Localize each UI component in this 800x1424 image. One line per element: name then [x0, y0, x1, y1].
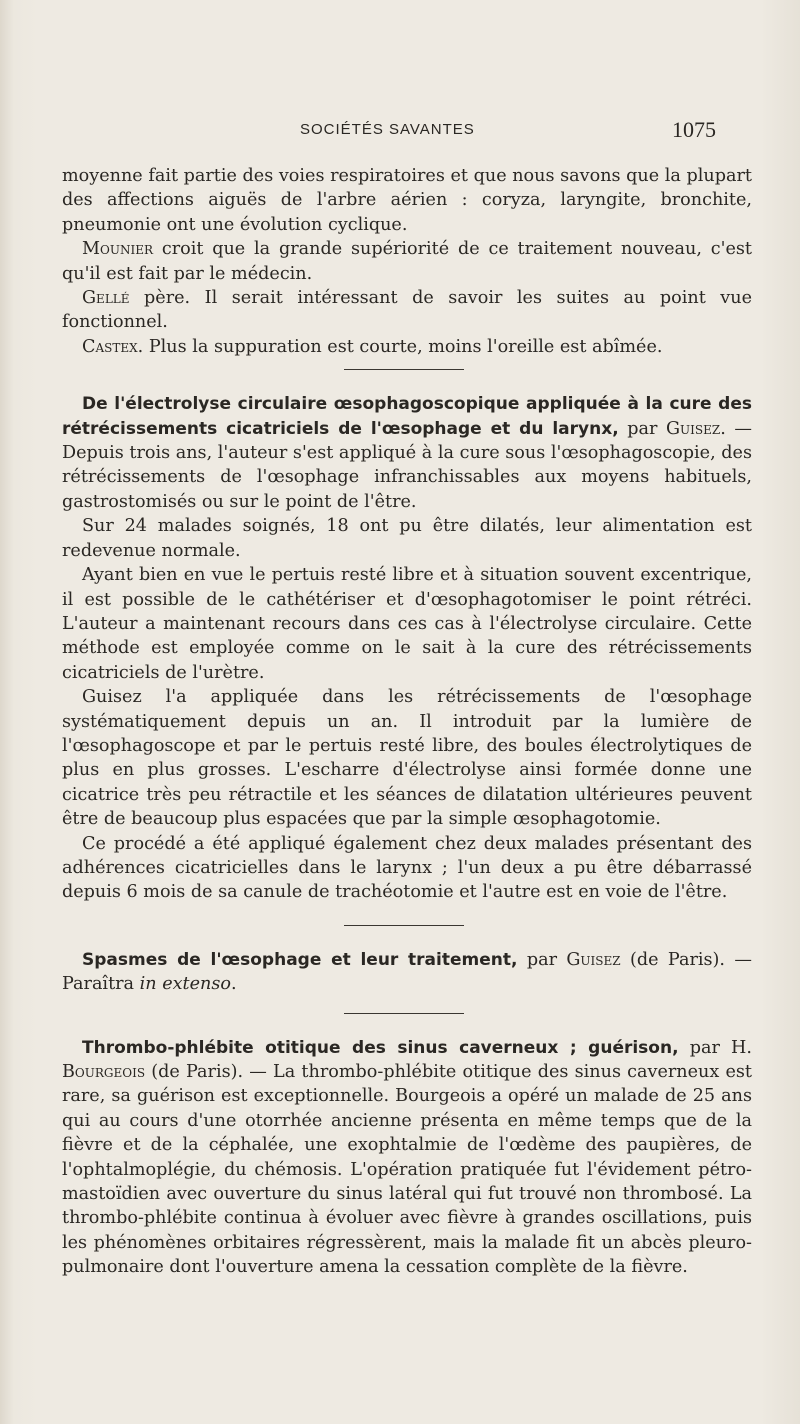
- section-divider: [344, 925, 464, 926]
- speaker-name: Castex: [82, 336, 138, 357]
- author-name: Bourgeois: [62, 1062, 146, 1082]
- paragraph: Ce procédé a été appliqué également chez deux malades présentant des adhérences cicatricielles dans le larynx ; l'un deux a pu être débarrassé depuis 6 mois de sa canule de trachéotomie et l'autre est en voie de l'être.: [62, 833, 752, 903]
- article-body: [62, 164, 752, 1280]
- paragraph-continuation: moyenne fait partie des voies respiratoires et que nous savons que la plupart des affections aiguës de l'arbre aérien : coryza, laryngite, bronchite, pneumonie ont une évolution cyclique.: [62, 166, 752, 235]
- running-title: SOCIÉTÉS SAVANTES: [300, 121, 475, 138]
- article-thrombo-phlebite: Thrombo-phlébite otitique des sinus caverneux ; guérison, par H. Bourgeois (de Paris). — La thrombo-phlébite otitique des sinus caverneux est rare, sa guérison est exceptionnelle. Bourgeois a opéré un malade de 25 ans qui au cours d'une otorrhée ancienne présenta en même temps que de la fièvre et de la céphalée, une exophtalmie de l'œdème des paupières, de l'ophtalmoplégie, du chémosis. L'opération pratiquée fut l'évidement pétro-mastoïdien avec ouverture du sinus latéral qui fut trouvé non thrombosé. La thrombo-phlébite continua à évoluer avec fièvre à grandes oscillations, puis les phénomènes orbitaires régressèrent, mais la malade fit un abcès pleuro-pulmonaire dont l'ouverture amena la cessation complète de la fièvre.: [62, 1037, 752, 1278]
- author-name: Guisez: [566, 949, 621, 970]
- paragraph: Sur 24 malades soignés, 18 ont pu être dilatés, leur alimentation est redevenue normale.: [62, 516, 752, 561]
- paragraph-castex: Castex. Plus la suppuration est courte, moins l'oreille est abîmée.: [82, 336, 663, 357]
- author-name: Guisez: [666, 418, 721, 439]
- section-divider: [344, 369, 464, 370]
- article-electrolyse-lead: De l'électrolyse circulaire œsophagoscopique appliquée à la cure des rétrécissements cicatriciels de l'œsophage et du larynx, par Guisez. — Depuis trois ans, l'auteur s'est appliqué à la cure sous l'œsophagoscopie, des rétrécissements de l'œsophage infranchissables aux moyens habituels, gastrostomisés ou sur le point de l'être.: [62, 394, 753, 512]
- article-title: De l'électrolyse circulaire œsophagoscopique appliquée à la cure des rétrécissements cicatriciels de l'œsophage et du larynx,: [62, 394, 752, 439]
- paragraph-mounier: Mounier croit que la grande supériorité de ce traitement nouveau, c'est qu'il est fait par le médecin.: [62, 239, 752, 284]
- article-title: Spasmes de l'œsophage et leur traitement,: [82, 949, 518, 970]
- article-title: Thrombo-phlébite otitique des sinus caverneux ; guérison,: [82, 1037, 679, 1058]
- speaker-name: Mounier: [82, 239, 154, 260]
- page-number: 1075: [672, 117, 716, 142]
- section-divider: [344, 1013, 464, 1014]
- paragraph-gelle: Gellé père. Il serait intéressant de savoir les suites au point vue fonctionnel.: [62, 288, 752, 333]
- italic-note: in extenso: [139, 974, 231, 995]
- paragraph: Ayant bien en vue le pertuis resté libre et à situation souvent excentrique, il est possible de le cathétériser et d'œsophagotomiser le point rétréci. L'auteur a maintenant recours dans ces cas à l'électrolyse circulaire. Cette méthode est employée comme on le sait à la cure des rétrécissements cicatriciels de l'urètre.: [62, 565, 752, 683]
- page-header: [0, 117, 800, 147]
- speaker-name: Gellé: [82, 288, 130, 309]
- article-spasmes: Spasmes de l'œsophage et leur traitement, par Guisez (de Paris). — Paraîtra in extenso.: [62, 949, 752, 995]
- paragraph: Guisez l'a appliquée dans les rétrécissements de l'œsophage systématiquement depuis un an. Il introduit par la lumière de l'œsophagoscope et par le pertuis resté libre, des boules électrolytiques de plus en plus grosses. L'escharre d'électrolyse ainsi formée donne une cicatrice très peu rétractile et les séances de dilatation ultérieures peuvent être de beaucoup plus espacées que par la simple œsophagotomie.: [62, 687, 752, 830]
